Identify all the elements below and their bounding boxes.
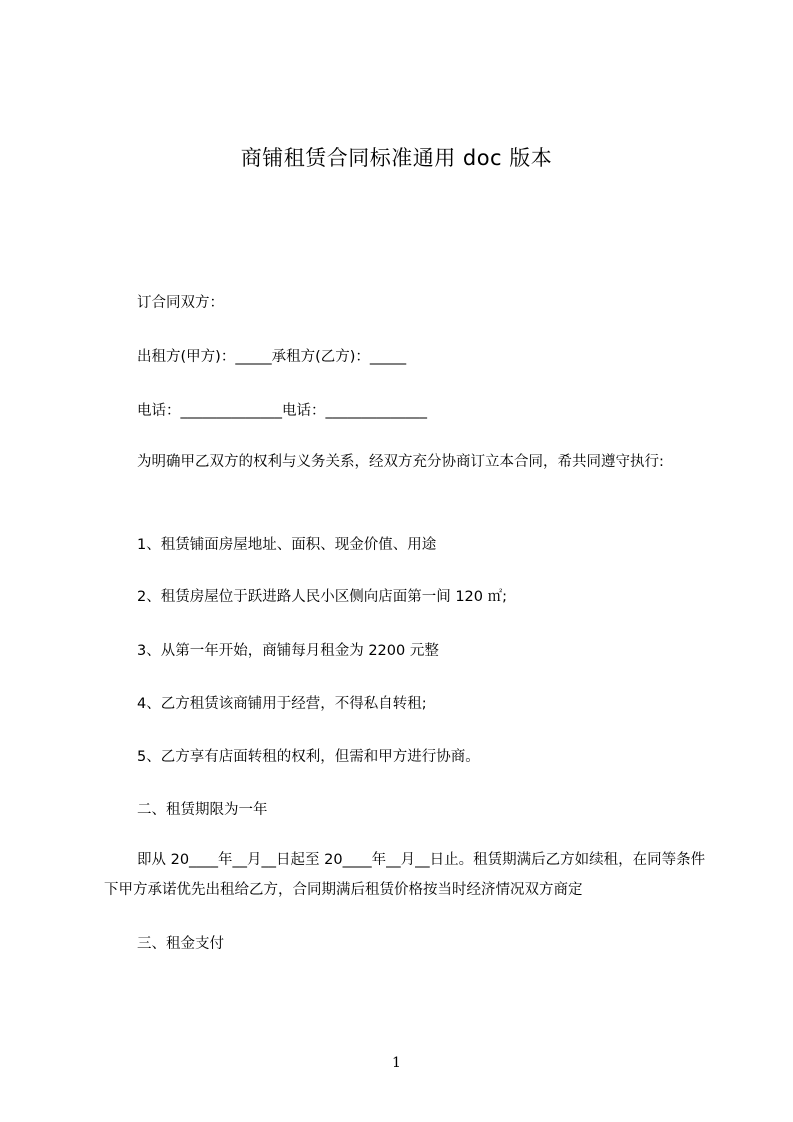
page-number: 1 — [392, 1055, 401, 1071]
term-paragraph: 即从 20____年__月__日起至 20____年__月__日止。租赁期满后乙方如续租，在同等条件下甲方承诺优先出租给乙方，合同期满后租赁价格按当时经济情况双方商定 — [104, 852, 706, 898]
section-2-heading: 二、租赁期限为一年 — [137, 802, 268, 818]
intro-paragraph: 为明确甲乙双方的权利与义务关系，经双方充分协商订立本合同，希共同遵守执行: — [137, 454, 664, 470]
section-1-heading: 1、租赁铺面房屋地址、面积、现金价值、用途 — [137, 537, 437, 553]
parties-line: 出租方(甲方)：_____承租方(乙方)：_____ — [137, 349, 407, 365]
list-item-3: 3、从第一年开始，商铺每月租金为 2200 元整 — [137, 643, 439, 659]
document-title: 商铺租赁合同标准通用 doc 版本 — [240, 146, 553, 170]
list-item-4: 4、乙方租赁该商铺用于经营，不得私自转租; — [137, 696, 427, 712]
phone-line: 电话：______________电话：______________ — [137, 403, 427, 419]
parties-heading: 订合同双方： — [137, 295, 224, 311]
list-item-5: 5、乙方享有店面转租的权利，但需和甲方进行协商。 — [137, 749, 480, 765]
list-item-2: 2、租赁房屋位于跃进路人民小区侧向店面第一间 120 ㎡; — [137, 589, 508, 605]
section-3-heading: 三、租金支付 — [137, 936, 224, 952]
